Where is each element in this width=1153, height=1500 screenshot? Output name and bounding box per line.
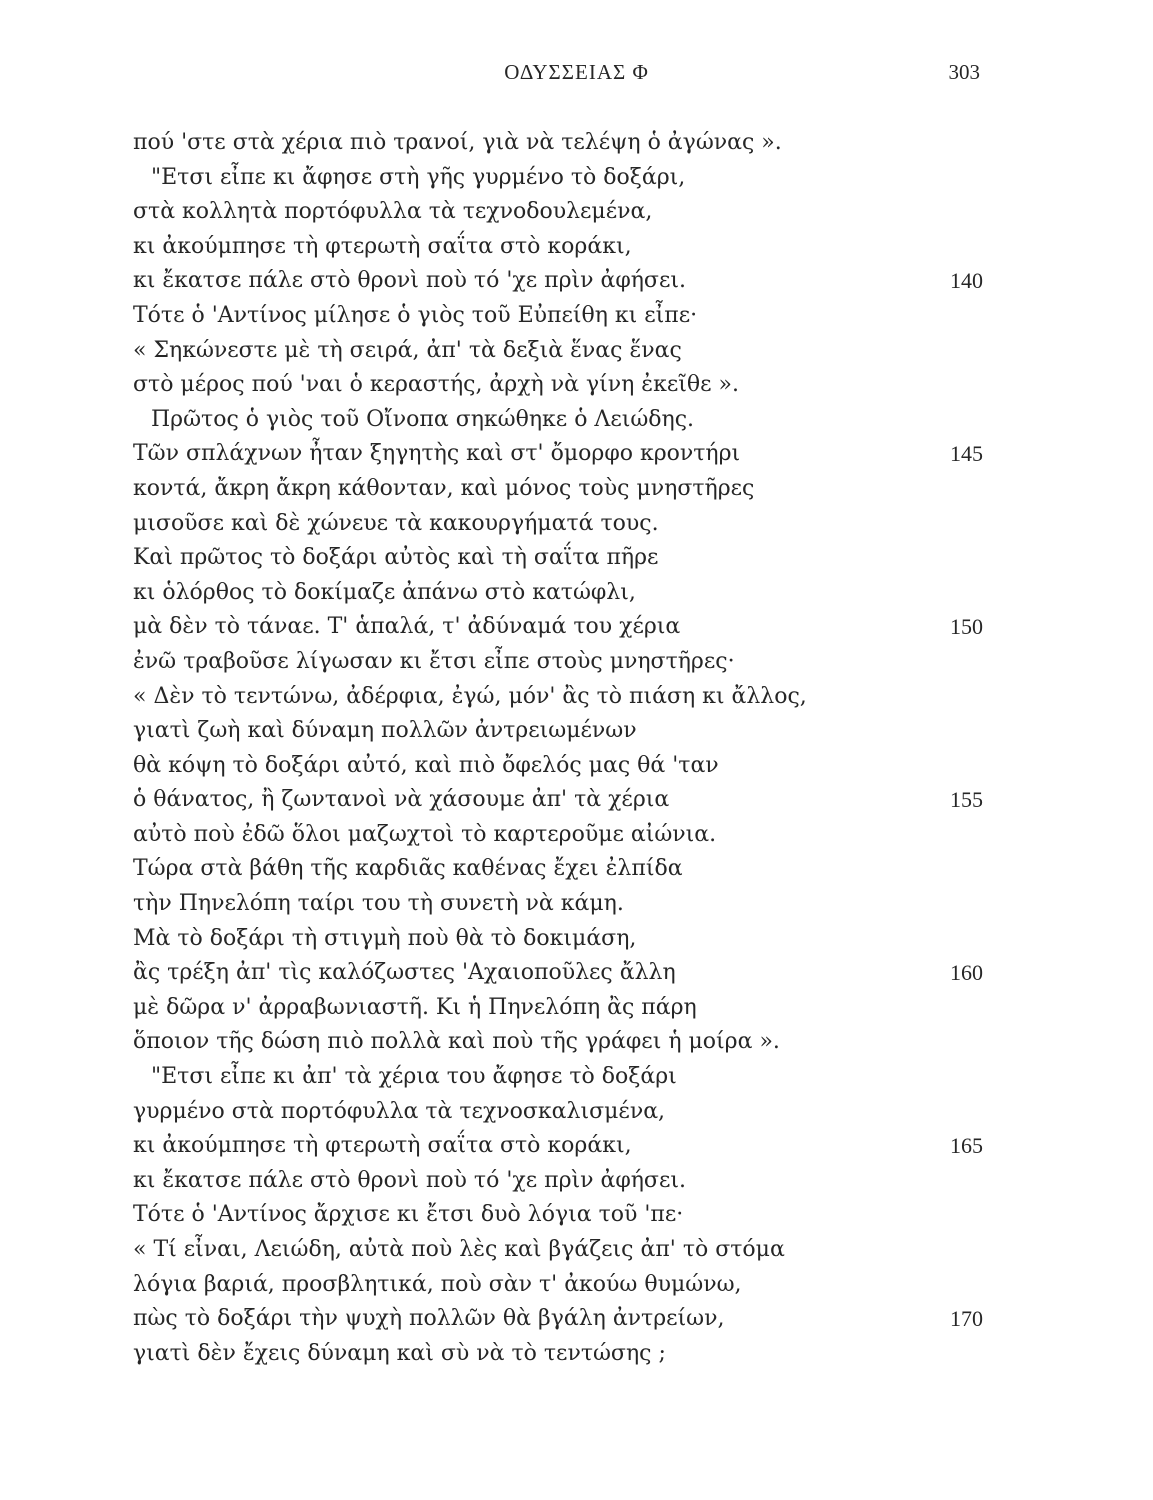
- verse-line: [133, 195, 983, 230]
- verse-line: [133, 334, 983, 369]
- verse-text: κι ὁλόρθος τὸ δοκίμαζε ἀπάνω στὸ κατώφλι,: [133, 579, 636, 605]
- verse-text: πού 'στε στὰ χέρια πιὸ τρανοί, γιὰ νὰ τελέψη ὁ ἀγώνας ».: [133, 130, 782, 155]
- verse-text: « Τί εἶναι, Λειώδη, αὐτὰ ποὺ λὲς καὶ βγάζεις ἀπ' τὸ στόμα: [133, 1237, 785, 1262]
- verse-line: [133, 1198, 983, 1233]
- verse-line: [133, 956, 983, 991]
- verse-text: κι ἔκατσε πάλε στὸ θρονὶ ποὺ τό 'χε πρὶν ἀφήσει.: [133, 1167, 686, 1193]
- verse-text: Μὰ τὸ δοξάρι τὴ στιγμὴ ποὺ θὰ τὸ δοκιμάση,: [133, 925, 637, 951]
- verse-line: [133, 161, 983, 196]
- verse-line: [133, 507, 983, 542]
- verse-line: [133, 264, 983, 299]
- verse-text: Πρῶτος ὁ γιὸς τοῦ Οἴνοπα σηκώθηκε ὁ Λειώδης.: [151, 406, 695, 432]
- verse-line: [133, 1337, 983, 1372]
- verse-text: ἂς τρέξη ἀπ' τὶς καλόζωστες 'Αχαιοποῦλες ἄλλη: [133, 960, 676, 986]
- verse-text: ὁ θάνατος, ἢ ζωντανοὶ νὰ χάσουμε ἀπ' τὰ χέρια: [133, 787, 670, 813]
- line-number: 160: [950, 960, 983, 986]
- running-head-title: ΟΔΥΣΣΕΙΑΣ Φ: [504, 60, 649, 84]
- verse-line: [133, 887, 983, 922]
- verse-text: Τότε ὁ 'Αντίνος ἄρχισε κι ἔτσι δυὸ λόγια τοῦ 'πε·: [133, 1202, 684, 1228]
- verse-line: [133, 1025, 983, 1060]
- verse-text: θὰ κόψη τὸ δοξάρι αὐτό, καὶ πιὸ ὄφελός μας θά 'ταν: [133, 752, 719, 778]
- verse-line: [133, 818, 983, 853]
- verse-text: γιατὶ δὲν ἔχεις δύναμη καὶ σὺ νὰ τὸ τεντώσης ;: [133, 1340, 666, 1366]
- verse-line: [133, 1268, 983, 1303]
- line-number: 155: [950, 787, 983, 813]
- verse-block: [133, 126, 983, 1371]
- verse-text: κοντά, ἄκρη ἄκρη κάθονταν, καὶ μόνος τοὺς μνηστῆρες: [133, 475, 755, 501]
- verse-text: Τώρα στὰ βάθη τῆς καρδιᾶς καθένας ἔχει ἐλπίδα: [133, 856, 683, 882]
- verse-line: [133, 1164, 983, 1199]
- verse-line: [133, 576, 983, 611]
- verse-text: στὸ μέρος πού 'ναι ὁ κεραστής, ἀρχὴ νὰ γίνη ἐκεῖθε ».: [133, 372, 739, 398]
- verse-text: κι ἀκούμπησε τὴ φτερωτὴ σαΐτα στὸ κοράκι,: [133, 1133, 632, 1159]
- line-number: 150: [950, 614, 983, 640]
- verse-line: [133, 1129, 983, 1164]
- verse-text: γυρμένο στὰ πορτόφυλλα τὰ τεχνοσκαλισμένα,: [133, 1098, 666, 1124]
- verse-text: πὼς τὸ δοξάρι τὴν ψυχὴ πολλῶν θὰ βγάλη ἀντρείων,: [133, 1306, 725, 1332]
- verse-text: τὴν Πηνελόπη ταίρι του τὴ συνετὴ νὰ κάμη.: [133, 891, 624, 917]
- verse-text: μὰ δὲν τὸ τάναε. Τ' ἁπαλά, τ' ἀδύναμά του χέρια: [133, 614, 681, 640]
- verse-text: μισοῦσε καὶ δὲ χώνευε τὰ κακουργήματά τους.: [133, 510, 659, 536]
- verse-line: [133, 749, 983, 784]
- verse-text: στὰ κολλητὰ πορτόφυλλα τὰ τεχνοδουλεμένα,: [133, 199, 653, 225]
- verse-line: [133, 783, 983, 818]
- verse-text: κι ἔκατσε πάλε στὸ θρονὶ ποὺ τό 'χε πρὶν ἀφήσει.: [133, 268, 686, 294]
- verse-line: [133, 991, 983, 1026]
- verse-text: Καὶ πρῶτος τὸ δοξάρι αὐτὸς καὶ τὴ σαΐτα πῆρε: [133, 545, 659, 571]
- verse-line: [133, 1060, 983, 1095]
- verse-line: [133, 126, 983, 161]
- verse-line: [133, 230, 983, 265]
- verse-line: [133, 714, 983, 749]
- verse-line: [133, 1233, 983, 1268]
- verse-text: « Δὲν τὸ τεντώνω, ἀδέρφια, ἐγώ, μόν' ἂς τὸ πιάση κι ἄλλος,: [133, 683, 807, 709]
- line-number: 170: [950, 1306, 983, 1332]
- verse-text: "Ετσι εἶπε κι ἀπ' τὰ χέρια του ἄφησε τὸ δοξάρι: [151, 1064, 677, 1090]
- verse-line: [133, 852, 983, 887]
- verse-text: « Σηκώνεστε μὲ τὴ σειρά, ἀπ' τὰ δεξιὰ ἕνας ἕνας: [133, 337, 682, 363]
- verse-line: [133, 368, 983, 403]
- line-number: 140: [950, 268, 983, 294]
- verse-line: [133, 1302, 983, 1337]
- verse-line: [133, 610, 983, 645]
- line-number: 165: [950, 1133, 983, 1159]
- line-number: 145: [950, 441, 983, 467]
- verse-text: Τῶν σπλάχνων ἦταν ξηγητὴς καὶ στ' ὄμορφο κροντήρι: [133, 441, 741, 467]
- verse-text: κι ἀκούμπησε τὴ φτερωτὴ σαΐτα στὸ κοράκι,: [133, 233, 632, 259]
- verse-line: [133, 437, 983, 472]
- verse-text: λόγια βαριά, προσβλητικά, ποὺ σὰν τ' ἀκούω θυμώνω,: [133, 1271, 742, 1297]
- verse-line: [133, 922, 983, 957]
- verse-text: μὲ δῶρα ν' ἀρραβωνιαστῆ. Κι ἡ Πηνελόπη ἂς πάρη: [133, 994, 697, 1020]
- verse-line: [133, 680, 983, 715]
- verse-line: [133, 299, 983, 334]
- verse-line: [133, 645, 983, 680]
- verse-line: [133, 1095, 983, 1130]
- verse-text: γιατὶ ζωὴ καὶ δύναμη πολλῶν ἀντρειωμένων: [133, 718, 637, 744]
- verse-text: ὅποιον τῆς δώση πιὸ πολλὰ καὶ ποὺ τῆς γράφει ἡ μοίρα ».: [133, 1029, 780, 1055]
- verse-text: "Ετσι εἶπε κι ἄφησε στὴ γῆς γυρμένο τὸ δοξάρι,: [151, 164, 686, 190]
- verse-line: [133, 403, 983, 438]
- page-number: 303: [948, 60, 980, 84]
- verse-text: Τότε ὁ 'Αντίνος μίλησε ὁ γιὸς τοῦ Εὐπείθη κι εἶπε·: [133, 302, 698, 328]
- verse-line: [133, 541, 983, 576]
- verse-text: αὐτὸ ποὺ ἐδῶ ὅλοι μαζωχτοὶ τὸ καρτεροῦμε αἰώνια.: [133, 821, 717, 847]
- verse-line: [133, 472, 983, 507]
- verse-text: ἐνῶ τραβοῦσε λίγωσαν κι ἔτσι εἶπε στοὺς μνηστῆρες·: [133, 648, 735, 674]
